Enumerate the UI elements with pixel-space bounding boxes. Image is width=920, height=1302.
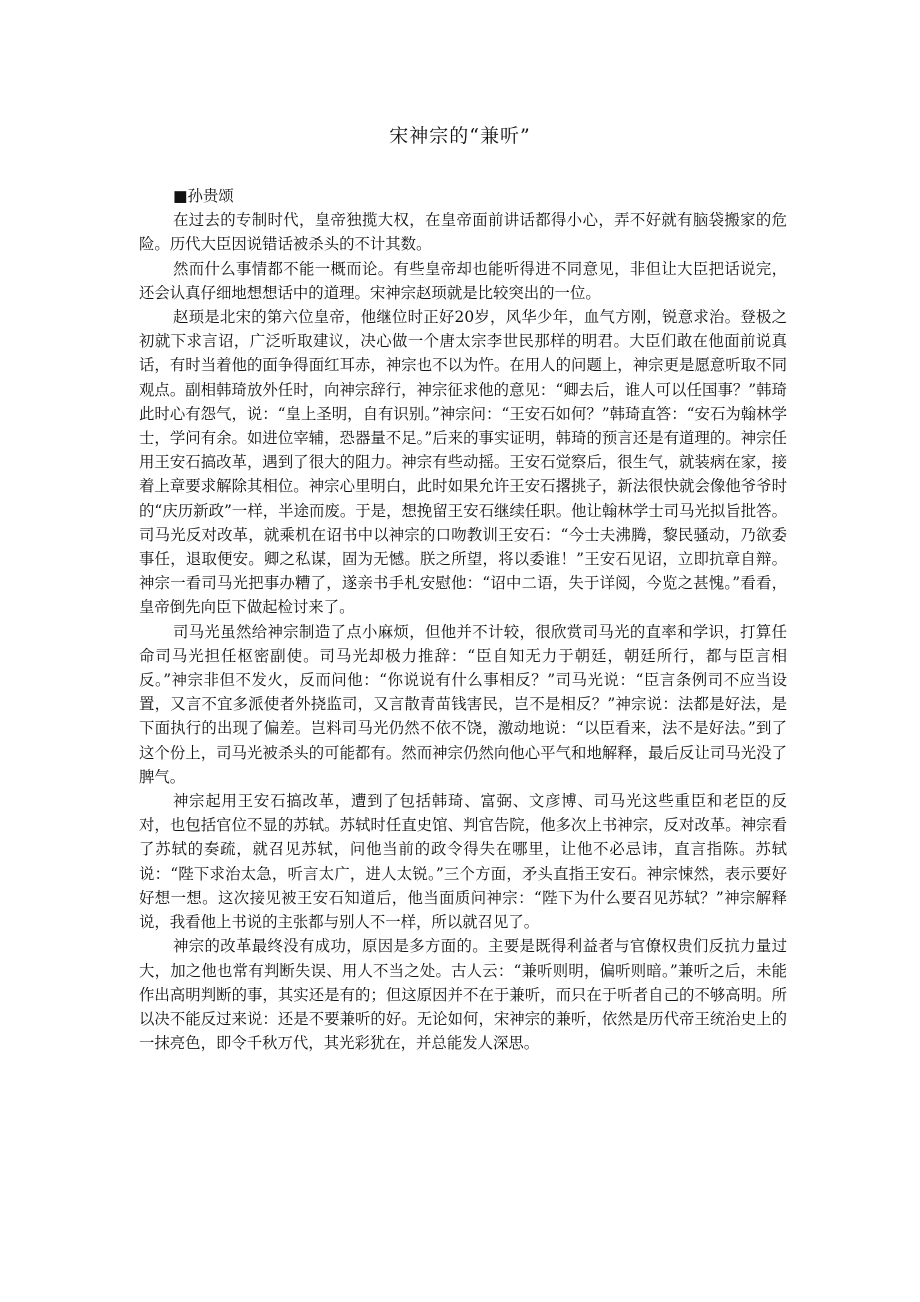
article-paragraph-5: 神宗起用王安石搞改革，遭到了包括韩琦、富弼、文彦博、司马光这些重臣和老臣的反对，也包括官位不显的苏轼。苏轼时任直史馆、判官告院，他多次上书神宗，反对改革。神宗看了苏轼的奏疏，就召见苏轼，问他当前的政令得失在哪里，让他不必忌讳，直言指陈。苏轼说：“陛下求治太急，听言太广，进人太锐。”三个方面，矛头直指王安石。神宗悚然，表示要好好想一想。这次接见被王安石知道后，他当面质问神宗：“陛下为什么要召见苏轼？”神宗解释说，我看他上书说的主张都与别人不一样，所以就召见了。 bbox=[139, 792, 787, 932]
article-paragraph-3: 赵顼是北宋的第六位皇帝，他继位时正好20岁，风华少年，血气方刚，锐意求治。登极之初就下求言诏，广泛听取建议，决心做一个唐太宗李世民那样的明君。大臣们敢在他面前说真话，有时当着他的面争得面红耳赤，神宗也不以为忤。在用人的问题上，神宗更是愿意听取不同观点。副相韩琦放外任时，向神宗辞行，神宗征求他的意见：“卿去后，谁人可以任国事？”韩琦此时心有怨气，说：“皇上圣明，自有识别。”神宗问：“王安石如何？”韩琦直答：“安石为翰林学士，学问有余。如进位宰辅，恐器量不足。”后来的事实证明，韩琦的预言还是有道理的。神宗任用王安石搞改革，遇到了很大的阻力。神宗有些动摇。王安石觉察后，很生气，就装病在家，接着上章要求解除其相位。神宗心里明白，此时如果允许王安石撂挑子，新法很快就会像他爷爷时的“庆历新政”一样，半途而废。于是，想挽留王安石继续任职。他让翰林学士司马光拟旨批答。司马光反对改革，就乘机在诏书中以神宗的口吻教训王安石：“今士夫沸腾，黎民骚动，乃欲委事任，退取便安。卿之私谋，固为无憾。朕之所望，将以委谁！”王安石见诏，立即抗章自辩。神宗一看司马光把事办糟了，遂亲书手札安慰他：“诏中二语，失于详阅，今览之甚愧。”看看，皇帝倒先向臣下做起检讨来了。 bbox=[139, 308, 787, 617]
article-title: 宋神宗的“兼听” bbox=[389, 125, 531, 147]
article-body bbox=[139, 184, 787, 1055]
article-paragraph-4: 司马光虽然给神宗制造了点小麻烦，但他并不计较，很欣赏司马光的直率和学识，打算任命司马光担任枢密副使。司马光却极力推辞：“臣自知无力于朝廷，朝廷所行，都与臣言相反。”神宗非但不发火，反而问他：“你说说有什么事相反？”司马光说：“臣言条例司不应当设置，又言不宜多派使者外挠监司，又言散青苗钱害民，岂不是相反？”神宗说：法都是好法，是下面执行的出现了偏差。岂料司马光仍然不依不饶，激动地说：“以臣看来，法不是好法。”到了这个份上，司马光被杀头的可能都有。然而神宗仍然向他心平气和地解释，最后反让司马光没了脾气。 bbox=[139, 622, 787, 786]
article-paragraph-6: 神宗的改革最终没有成功，原因是多方面的。主要是既得利益者与官僚权贵们反抗力量过大，加之他也常有判断失误、用人不当之处。古人云：“兼听则明，偏听则暗。”兼听之后，未能作出高明判断的事，其实还是有的；但这原因并不在于兼听，而只在于听者自己的不够高明。所以决不能反过来说：还是不要兼听的好。无论如何，宋神宗的兼听，依然是历代帝王统治史上的一抹亮色，即令千秋万代，其光彩犹在，并总能发人深思。 bbox=[139, 937, 787, 1053]
article-paragraph-1: 在过去的专制时代，皇帝独揽大权，在皇帝面前讲话都得小心，弄不好就有脑袋搬家的危险。历代大臣因说错话被杀头的不计其数。 bbox=[139, 211, 787, 254]
article-paragraph-2: 然而什么事情都不能一概而论。有些皇帝却也能听得进不同意见，非但让大臣把话说完，还会认真仔细地想想话中的道理。宋神宗赵顼就是比较突出的一位。 bbox=[139, 259, 787, 302]
article-author: ■孙贵颂 bbox=[173, 187, 234, 205]
